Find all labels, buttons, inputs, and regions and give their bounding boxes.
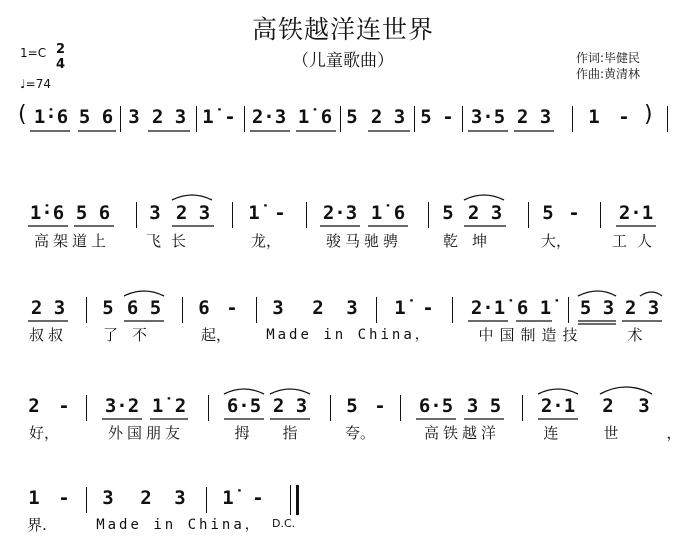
intro-open-paren: ( — [18, 102, 27, 127]
barline — [600, 202, 601, 228]
lyric: 高架道上 — [33, 232, 110, 250]
barline — [528, 202, 529, 228]
note: 1 — [28, 487, 40, 509]
barline — [86, 487, 87, 513]
note: 5 — [420, 106, 432, 128]
tempo-marking — [20, 77, 51, 91]
lyric: 世 — [603, 424, 619, 442]
note: 1̇ — [248, 202, 260, 224]
note: 5 6 — [75, 202, 111, 224]
barline — [306, 202, 307, 228]
barline — [244, 106, 245, 132]
note: 5 — [346, 395, 358, 417]
note: 5 — [102, 297, 114, 319]
intro-close-paren: ) — [644, 102, 653, 127]
note: 2·3 — [251, 106, 287, 128]
note: 5 6 — [78, 106, 114, 128]
note: 1̇·6 — [29, 202, 65, 224]
note: 2 3 — [516, 106, 552, 128]
note: - — [274, 202, 286, 224]
barline — [522, 395, 523, 421]
barline — [256, 297, 257, 323]
barline — [462, 106, 463, 132]
lyric: 夸。 — [344, 424, 375, 442]
note: 6 1̇ — [516, 297, 552, 319]
note: 5 — [346, 106, 358, 128]
barline — [120, 106, 121, 132]
note: 5 3 — [579, 297, 615, 319]
barline — [330, 395, 331, 421]
slur — [600, 387, 652, 394]
barline — [414, 106, 415, 132]
note: - — [442, 106, 454, 128]
note: 6·5 — [226, 395, 262, 417]
barline — [86, 297, 87, 323]
note: - — [568, 202, 580, 224]
slur — [538, 389, 578, 394]
barline — [206, 487, 207, 513]
barline — [182, 297, 183, 323]
slur — [270, 389, 310, 394]
note: 3 — [346, 297, 358, 319]
note: 2 3 — [175, 202, 211, 224]
barline — [196, 106, 197, 132]
note: 6·5 — [418, 395, 454, 417]
barline — [400, 395, 401, 421]
lyric: 叔叔 — [28, 326, 67, 344]
note: 3·2 — [104, 395, 140, 417]
note: 2 — [28, 395, 40, 417]
note: 3 — [128, 106, 140, 128]
note: 1̇·6 — [33, 106, 69, 128]
note: 3·5 — [470, 106, 506, 128]
lyric: 乾坤 — [442, 232, 501, 250]
note: - — [224, 106, 236, 128]
note: 2 — [602, 395, 614, 417]
note: - — [618, 106, 630, 128]
note: - — [58, 395, 70, 417]
note: - — [252, 487, 264, 509]
da-capo-marking: D.C. — [272, 517, 296, 530]
note: 6 5 — [126, 297, 162, 319]
barline — [572, 106, 573, 132]
quarter-note-icon: ♩ — [20, 77, 26, 91]
lyric: 拇 — [234, 424, 250, 442]
time-signature — [56, 42, 65, 72]
barline — [340, 106, 341, 132]
note: 6 — [198, 297, 210, 319]
lyric: 大， — [540, 232, 571, 250]
lyric: 中国制造技 — [478, 326, 584, 344]
slur — [464, 195, 504, 200]
note: 1̇ — [202, 106, 214, 128]
lyricist: 作词:毕健民 — [576, 51, 641, 65]
note: 2 3 — [467, 202, 503, 224]
barline — [86, 395, 87, 421]
lyric: 好， — [28, 424, 59, 442]
note: - — [58, 487, 70, 509]
lyric: 界. — [27, 516, 47, 534]
slur — [578, 291, 616, 296]
barline — [376, 297, 377, 323]
key-label: 1=C — [20, 46, 47, 60]
barline — [232, 202, 233, 228]
verse-row-3 — [0, 395, 686, 455]
barline — [667, 106, 668, 132]
barline — [452, 297, 453, 323]
lyric: 外国朋友 — [107, 424, 184, 442]
lyric: ， — [666, 424, 682, 442]
lyric: 飞长 — [146, 232, 197, 250]
lyric: 指 — [282, 424, 298, 442]
note: 1̇ — [394, 297, 406, 319]
barline — [208, 395, 209, 421]
note: 3 — [174, 487, 186, 509]
lyric: 了不 — [102, 326, 161, 344]
time-signature-top: 2 — [56, 42, 66, 57]
lyric: 术 — [627, 326, 643, 344]
final-barline-thick — [296, 485, 299, 515]
note: 2·1 — [540, 395, 576, 417]
lyric: Made in China， — [96, 517, 262, 533]
note: 2·1 — [618, 202, 654, 224]
lyric: 起， — [200, 326, 231, 344]
lyric: 骏马驰骋 — [325, 232, 402, 250]
note: - — [374, 395, 386, 417]
note: 1̇ 2 — [151, 395, 187, 417]
tempo-value: =74 — [25, 77, 51, 91]
barline — [136, 202, 137, 228]
key-signature — [20, 46, 46, 60]
note: 2 — [140, 487, 152, 509]
note: 2 3 — [624, 297, 660, 319]
lyric: 龙， — [250, 232, 281, 250]
verse-row-4 — [0, 487, 686, 547]
lyric: 工人 — [612, 232, 663, 250]
composer: 作曲:黄清林 — [576, 67, 641, 81]
song-title: 高铁越洋连世界 — [251, 15, 434, 44]
verse-row-2 — [0, 297, 686, 357]
note: 2 3 — [370, 106, 406, 128]
note: 2·3 — [322, 202, 358, 224]
note: 1 — [588, 106, 600, 128]
note: 5 — [442, 202, 454, 224]
lyric: 连 — [543, 424, 559, 442]
slur — [224, 389, 264, 394]
note: 3 — [102, 487, 114, 509]
lyric: Made in China， — [266, 327, 432, 343]
note: - — [422, 297, 434, 319]
slur — [172, 195, 212, 200]
slur — [640, 292, 662, 296]
note: 3 — [149, 202, 161, 224]
note: 3 — [638, 395, 650, 417]
intro-row — [0, 102, 686, 162]
note: 5 — [542, 202, 554, 224]
slur — [124, 291, 164, 296]
note: 3 — [272, 297, 284, 319]
note: 1̇ — [222, 487, 234, 509]
note: 2 3 — [151, 106, 187, 128]
verse-row-1 — [0, 202, 686, 262]
lyric: 高铁越洋 — [423, 424, 500, 442]
note: 2 3 — [272, 395, 308, 417]
note: 2 3 — [30, 297, 66, 319]
barline — [568, 297, 569, 323]
note: 1̇ 6 — [297, 106, 333, 128]
time-signature-bottom: 4 — [56, 57, 66, 72]
note: - — [226, 297, 238, 319]
note: 2·1̇ — [470, 297, 506, 319]
note: 3 5 — [466, 395, 502, 417]
barline — [428, 202, 429, 228]
song-subtitle: （儿童歌曲） — [292, 51, 394, 71]
final-barline-thin — [290, 485, 291, 515]
note: 1̇ 6 — [370, 202, 406, 224]
credits — [576, 50, 640, 82]
note: 2 — [312, 297, 324, 319]
